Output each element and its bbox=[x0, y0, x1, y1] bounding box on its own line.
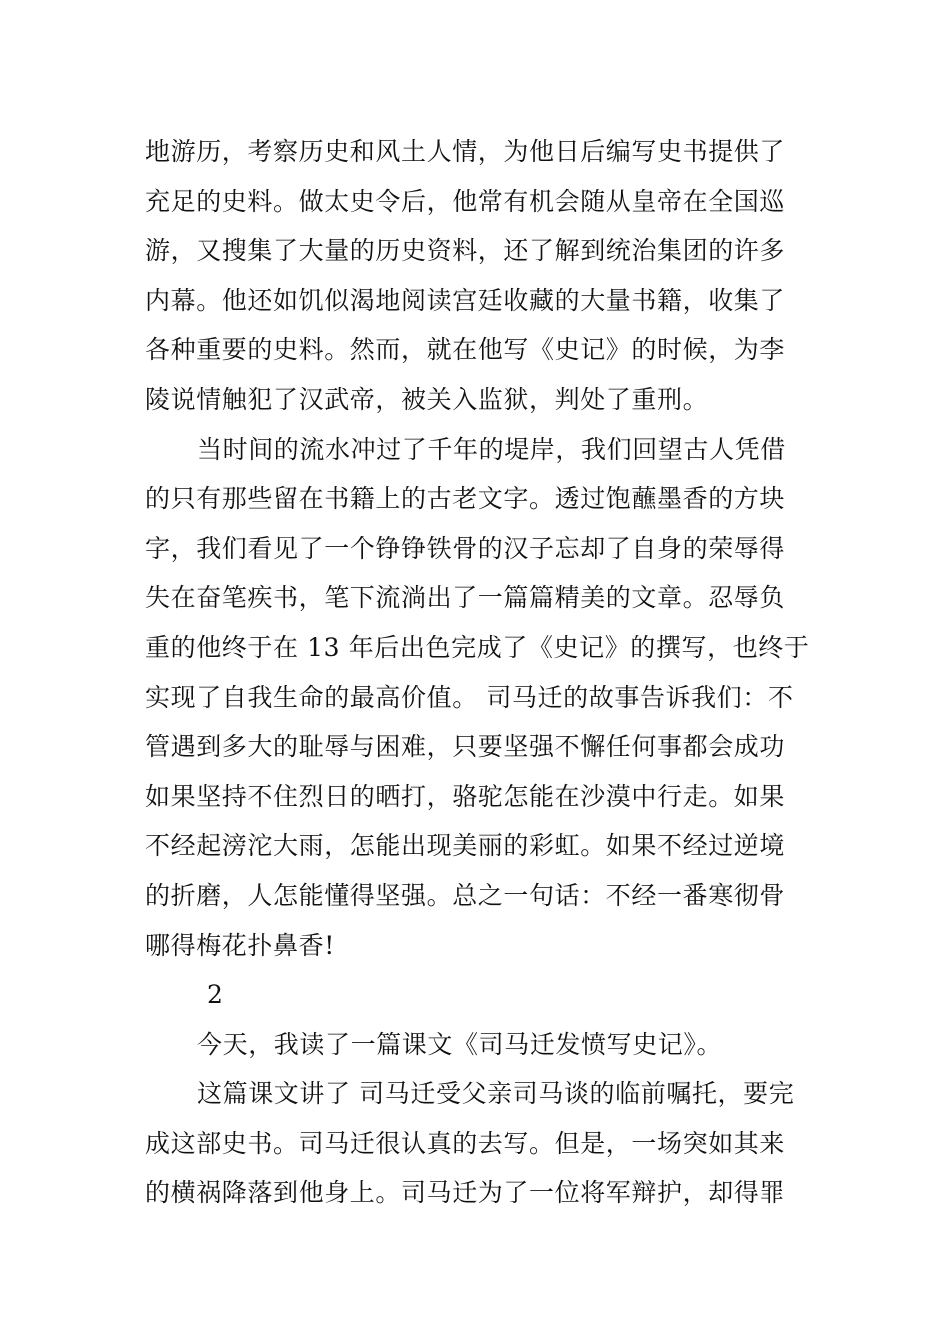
section-number: 2 bbox=[207, 980, 224, 1010]
text-line: 成这部史书。司马迁很认真的去写。但是，一场突如其来 bbox=[145, 1128, 786, 1158]
text-line: 游，又搜集了大量的历史资料，还了解到统治集团的许多 bbox=[145, 236, 786, 266]
text-line: 各种重要的史料。然而，就在他写《史记》的时候，为李 bbox=[145, 335, 786, 365]
text-line: 地游历，考察历史和风土人情，为他日后编写史书提供了 bbox=[145, 137, 786, 166]
text-line: 陵说情触犯了汉武帝，被关入监狱，判处了重刑。 bbox=[145, 384, 709, 414]
text-line: 的折磨，人怎能懂得坚强。总之一句话：不经一番寒彻骨 bbox=[145, 880, 786, 910]
text-line: 内幕。他还如饥似渴地阅读宫廷收藏的大量书籍，收集了 bbox=[145, 285, 786, 315]
paragraph-start-line: 当时间的流水冲过了千年的堤岸，我们回望古人凭借 bbox=[197, 434, 786, 464]
text-line: 的横祸降落到他身上。司马迁为了一位将军辩护，却得罪 bbox=[145, 1178, 786, 1208]
text-line: 如果坚持不住烈日的晒打，骆驼怎能在沙漠中行走。如果 bbox=[145, 781, 786, 811]
paragraph-start-line: 今天，我读了一篇课文《司马迁发愤写史记》。 bbox=[197, 1029, 723, 1059]
text-line: 重的他终于在 13 年后出色完成了《史记》的撰写，也终于 bbox=[145, 632, 810, 662]
text-line: 实现了自我生命的最高价值。 司马迁的故事告诉我们：不 bbox=[145, 682, 794, 712]
text-line: 管遇到多大的耻辱与困难，只要坚强不懈任何事都会成功 bbox=[145, 732, 786, 762]
text-line: 失在奋笔疾书，笔下流淌出了一篇篇精美的文章。忍辱负 bbox=[145, 583, 786, 613]
text-line: 不经起滂沱大雨，怎能出现美丽的彩虹。如果不经过逆境 bbox=[145, 831, 786, 861]
essay-text bbox=[145, 127, 810, 1218]
text-line: 的只有那些留在书籍上的古老文字。透过饱蘸墨香的方块 bbox=[145, 484, 786, 514]
text-line: 字，我们看见了一个铮铮铁骨的汉子忘却了自身的荣辱得 bbox=[145, 533, 786, 563]
text-line: 哪得梅花扑鼻香! bbox=[145, 930, 335, 960]
paragraph-start-line: 这篇课文讲了 司马迁受父亲司马谈的临前嘱托，要完 bbox=[197, 1079, 795, 1109]
text-line: 充足的史料。做太史令后，他常有机会随从皇帝在全国巡 bbox=[145, 186, 786, 216]
